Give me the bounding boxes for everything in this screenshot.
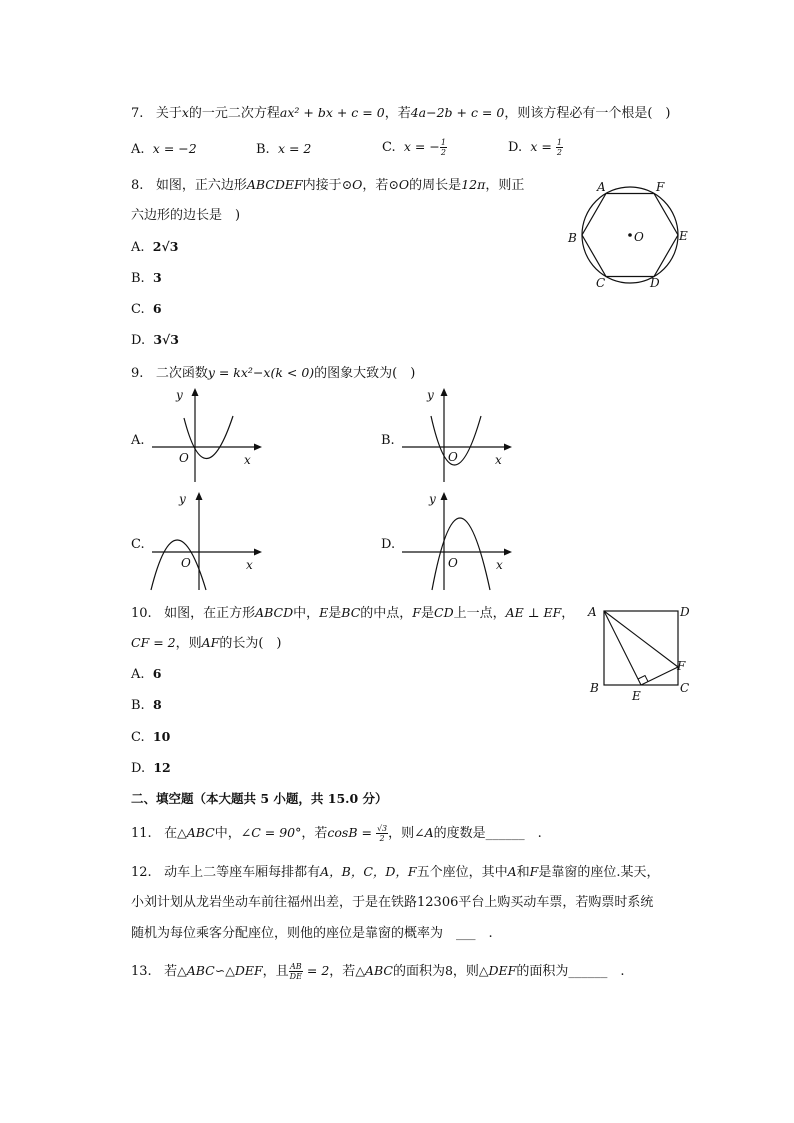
svg-text:y: y bbox=[427, 388, 434, 402]
q10-option-b[interactable]: B. 8 bbox=[131, 697, 162, 713]
q10-stem-line2: CF = 2，则AF的长为( ) bbox=[131, 635, 282, 651]
q10-stem-line1: 10. 如图，在正方形ABCD中，E是BC的中点，F是CD上一点，AE ⊥ EF， bbox=[131, 605, 575, 621]
square-ABCD bbox=[604, 611, 678, 685]
svg-text:O: O bbox=[448, 556, 458, 570]
svg-text:x: x bbox=[244, 453, 251, 467]
q8-stem-line2: 六边形的边长是 ) bbox=[131, 208, 241, 223]
q12-number: 12. bbox=[131, 865, 152, 880]
q7-option-c[interactable]: C. x = − $\frac{1}{2}$ bbox=[382, 138, 446, 157]
q13-stem: 13. 若△ABC∽△DEF，且 $\frac{AB}{DE}$ = 2，若△ABC的面积为8，则△DEF的面积为______ . bbox=[131, 962, 625, 981]
q8-option-c[interactable]: C. 6 bbox=[131, 301, 162, 317]
svg-text:B: B bbox=[590, 681, 599, 695]
q8-stem-line1: 8. 如图，正六边形ABCDEF内接于⊙O，若⊙O的周长是12π，则正 bbox=[131, 177, 525, 193]
q13-number: 13. bbox=[131, 964, 152, 979]
svg-text:x: x bbox=[246, 558, 253, 572]
svg-text:E: E bbox=[632, 689, 641, 703]
center-point bbox=[628, 233, 632, 237]
svg-text:x: x bbox=[496, 558, 503, 572]
q10-number: 10. bbox=[131, 606, 152, 621]
svg-text:O: O bbox=[181, 556, 191, 570]
q7-number: 7. bbox=[131, 106, 144, 121]
svg-text:D: D bbox=[680, 605, 690, 619]
q9-graph-a[interactable] bbox=[148, 384, 268, 484]
segment-AF bbox=[604, 611, 678, 667]
q8-option-a[interactable]: A. 2√3 bbox=[131, 239, 179, 255]
q11-number: 11. bbox=[131, 826, 152, 841]
label-O: O bbox=[634, 230, 644, 244]
q12-stem-line2: 小刘计划从龙岩坐动车前往福州出差，于是在铁路12306平台上购买动车票，若购票时系统 bbox=[131, 895, 654, 910]
q9-option-b-label[interactable]: B. bbox=[381, 433, 395, 448]
q9-option-c-label[interactable]: C. bbox=[131, 537, 145, 552]
q11-stem: 11. 在△ABC中，∠C = 90°，若cosB = $\frac{√3}{2}$ ，则∠A的度数是______ . bbox=[131, 824, 542, 843]
segment-AE bbox=[604, 611, 641, 685]
q8-hexagon-figure bbox=[562, 176, 702, 296]
q7-option-a[interactable]: A. x = −2 bbox=[131, 141, 197, 157]
q9-stem: 9. 二次函数y = kx²−x(k < 0)的图象大致为( ) bbox=[131, 365, 416, 381]
svg-text:A: A bbox=[588, 605, 597, 619]
label-D: D bbox=[650, 276, 660, 290]
q7-stem: 7. 关于x的一元二次方程ax² + bx + c = 0，若4a−2b + c = 0，则该方程必有一个根是( ) bbox=[131, 105, 671, 121]
label-E: E bbox=[679, 229, 688, 243]
svg-text:F: F bbox=[677, 659, 686, 673]
q9-number: 9. bbox=[131, 366, 144, 381]
svg-text:y: y bbox=[176, 388, 183, 402]
svg-text:O: O bbox=[179, 451, 189, 465]
q10-square-figure bbox=[584, 602, 694, 704]
label-C: C bbox=[596, 276, 606, 290]
q9-option-d-label[interactable]: D. bbox=[381, 537, 396, 552]
q7-option-d[interactable]: D. x = $\frac{1}{2}$ bbox=[508, 138, 562, 157]
q9-option-a-label[interactable]: A. bbox=[131, 433, 145, 448]
q10-option-a[interactable]: A. 6 bbox=[131, 666, 162, 682]
q8-number: 8. bbox=[131, 178, 144, 193]
q8-option-d[interactable]: D. 3√3 bbox=[131, 332, 179, 348]
q9-graph-b[interactable] bbox=[398, 384, 518, 484]
svg-text:C: C bbox=[680, 681, 690, 695]
q9-graph-c[interactable] bbox=[148, 488, 268, 592]
q12-stem-line1: 12. 动车上二等座车厢每排都有A，B，C，D，F五个座位，其中A和F是靠窗的座位.某天， bbox=[131, 864, 660, 880]
svg-text:x: x bbox=[495, 453, 502, 467]
q10-option-d[interactable]: D. 12 bbox=[131, 760, 171, 776]
q11-answer-blank[interactable]: 的度数是______ . bbox=[433, 826, 542, 841]
right-angle-mark bbox=[638, 676, 648, 682]
q12-stem-line3[interactable]: 随机为每位乘客分配座位，则他的座位是靠窗的概率为 ___ . bbox=[131, 926, 493, 941]
label-B: B bbox=[568, 231, 577, 245]
q7-option-b[interactable]: B. x = 2 bbox=[256, 141, 312, 157]
label-A: A bbox=[597, 180, 606, 194]
label-F: F bbox=[656, 180, 665, 194]
q13-answer-blank[interactable]: 的面积为______ . bbox=[516, 964, 625, 979]
svg-text:O: O bbox=[448, 450, 458, 464]
svg-text:y: y bbox=[429, 492, 436, 506]
q9-graph-d[interactable] bbox=[398, 488, 518, 592]
q8-option-b[interactable]: B. 3 bbox=[131, 270, 162, 286]
segment-EF bbox=[641, 667, 678, 685]
svg-text:y: y bbox=[179, 492, 186, 506]
section-2-title: 二、填空题（本大题共 5 小题，共 15.0 分） bbox=[131, 791, 388, 806]
q10-option-c[interactable]: C. 10 bbox=[131, 729, 171, 745]
